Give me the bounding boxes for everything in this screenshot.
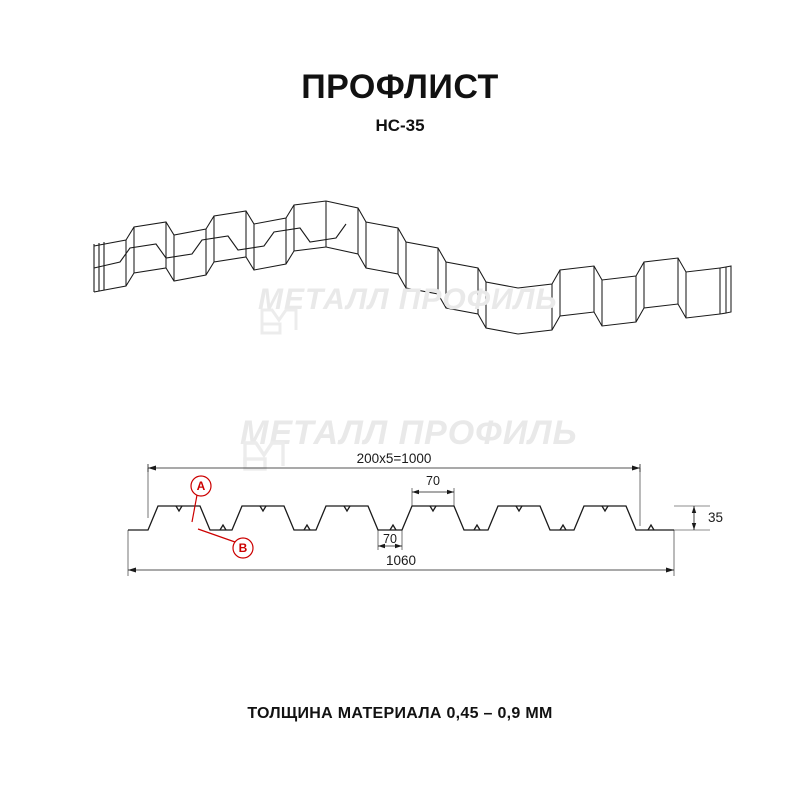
cross-section-drawing — [80, 430, 740, 610]
model-label: НС-35 — [375, 116, 425, 135]
watermark-top: МЕТАЛЛ ПРОФИЛЬ — [258, 283, 558, 316]
callout-b — [198, 529, 253, 558]
watermark-bottom: МЕТАЛЛ ПРОФИЛЬ — [240, 414, 578, 452]
dimension-rib-bottom-label: 70 — [383, 532, 397, 546]
callout-b-label: B — [238, 541, 248, 555]
dimension-total-width-label: 1060 — [385, 553, 417, 568]
profile-outline — [128, 506, 674, 530]
callout-a — [191, 476, 211, 522]
dimension-height-label: 35 — [708, 510, 724, 525]
isometric-sheet-illustration — [60, 200, 760, 350]
dimension-rib-top-label: 70 — [426, 474, 440, 488]
material-thickness-note: ТОЛЩИНА МАТЕРИАЛА 0,45 – 0,9 ММ — [247, 705, 553, 722]
dimension-rib-top — [412, 488, 454, 506]
page-title: ПРОФЛИСТ — [301, 68, 499, 106]
dimension-pitch-label: 200х5=1000 — [356, 451, 432, 466]
dimension-height — [674, 506, 710, 530]
callout-a-label: A — [196, 479, 206, 493]
dimension-pitch — [148, 464, 640, 526]
